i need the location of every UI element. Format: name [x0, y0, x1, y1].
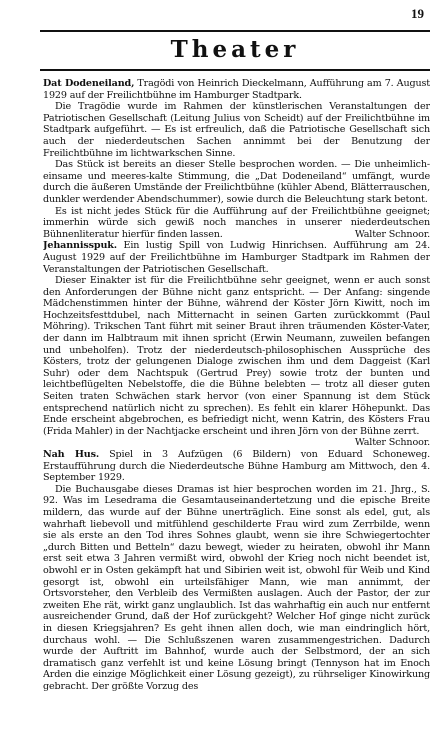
article-paragraph: Die Buchausgabe dieses Dramas ist hier besprochen worden im 21. Jhrg., S. 92. Was im Lesedrama die Gesamtauseinandertetzung und die epische Breite mildern, das wurde auf der Bühne unerträglich. Eine sonst als edel, gut, als wahrhaft liebevoll und mitfühlend geschilderte Frau wird zum Zerrbilde, wenn sie als erste an den Tod ihres Sohnes glaubt, wenn sie ihre Schwiegertochter „durch Bitten und Betteln“ dazu bewegt, wieder zu heiraten, obwohl ihr Mann erst seit etwa 3 Jahren vermißt wird, obwohl der Krieg noch nicht beendet ist, obwohl er in Osten gekämpft hat und Sibirien weit ist, obwohl für Weib und Kind gesorgt ist, obwohl ein urteilsfähiger Mann, wie man annimmt, der Ortsvorsteher, den Verbleib des Vermißten auslagen. Auch der Pastor, der zur zweiten Ehe rät, wirkt ganz unglaublich. Ist das wahrhaftig ein auch nur entfernt ausreichender Grund, daß der Hof zurückgeht? Welcher Hof ginge nicht zurück in diesen Kriegsjahren? Es geht ihnen allen doch, wie man eindringlich hört, durchaus wohl. — Die Schlußszenen waren zusammengestrichen. Dadurch wurde der Auftritt im Bahnhof, wurde auch der Selbstmord, der an sich dramatisch ganz verfehlt ist und keine Lösung bringt (Tennyson hat im Enoch Arden die einzige Möglichkeit einer Lösung gezeigt), zu rührseliger Kinowirkung gebracht. Der größte Vorzug des [43, 483, 430, 692]
article-paragraph: Die Tragödie wurde im Rahmen der künstlerischen Veranstaltungen der Patriotischen Gesellschaft (Leitung Julius von Scheidt) auf der Freilichtbühne im Stadtpark aufgeführt. — Es ist erfreulich, daß die Patriotische Gesellschaft sich auch der niederdeutschen Sachen annimmt bei der Benutzung der Freilichtbühne im lichtwarkschen Sinne. [43, 101, 430, 159]
article-intro [43, 449, 430, 484]
article-intro [43, 78, 430, 101]
article-signature: Walter Schnoor. [354, 437, 430, 449]
header-rule-bottom [40, 69, 430, 71]
article-subtitle: Spiel in 3 Aufzügen (6 Bildern) von Eduard Schoneweg. Erstaufführung durch die Niederdeutsche Bühne Hamburg am Mittwoch, den 4. September 1929. [43, 449, 430, 484]
article-subtitle: Ein lustig Spill von Ludwig Hinrichsen. Aufführung am 24. August 1929 auf der Freilichtbühne im Hamburger Stadtpark im Rahmen der Veranstaltungen der Patriotischen Gesellschaft. [43, 240, 430, 275]
article-paragraph: Dieser Einakter ist für die Freilichtbühne sehr geeignet, wenn er auch sonst den Anforderungen der Bühne nicht ganz entspricht. — Der Anfang: singende Mädchenstimmen hinter der Bühne, während der Köster Jörn Kiwitt, noch im Hochzeitsfesttdubel, nach Mitternacht in seinen Garten zurückkommt (Paul Möhring). Trikschen Tant führt mit seiner Braut ihren träumenden Köster-Vater, der dann im Halbtraum mit ihnen spricht (Erwin Neumann, zuweilen befangen und unbeholfen). Trotz der niederdeutsch-philosophischen Aussprüche des Kösters, trotz der gelungenen Dialoge zwischen ihm und dem Daggeist (Karl Suhr) oder dem Nachtspuk (Gertrud Prey) sowie trotz der bunten und leichtbeflügelten Nebelstoffe, die die Bühne belebten — trotz all dieser guten Seiten traten Schwächen stark hervor (von einer Spannung ist dem Stück entsprechend natürlich nicht zu sprechen). Es fehlt ein klarer Höhepunkt. Das Ende erscheint abgebrochen, es befriedigt nicht, wenn Katrin, des Kösters Frau (Frida Mahler) in der Nachtjacke erscheint und ihren Jörn von der Bühne zerrt. [43, 275, 430, 437]
section-title: Theater [170, 36, 300, 63]
article-heading: Dat Dodeneiland, [43, 78, 135, 89]
article-subtitle: Tragödi von Heinrich Dieckelmann, Aufführung am 7. August 1929 auf der Freilichtbühne im Hamburger Stadtpark. [43, 78, 430, 101]
article-paragraph: Das Stück ist bereits an dieser Stelle besprochen worden. — Die unheimlich-einsame und meeres-kalte Stimmung, die „Dat Dodeneiland“ umfängt, wurde durch die äußeren Umstände der Freilichtbühne (kühler Abend, Blätterrauschen, dunkler werdender Abendschummer), sowie durch die Beleuchtung stark betont. [43, 159, 430, 205]
article-paragraph [43, 206, 430, 241]
article-heading: Nah Hus. [43, 449, 100, 460]
article-paragraph-text: Es ist nicht jedes Stück für die Aufführung auf der Freilichtbühne geeignet; immerhin würde sich gewiß noch manches in unserer niederdeutschen Bühnenliteratur hierfür finden lassen. [43, 205, 430, 240]
text-column [43, 78, 430, 749]
article-heading: Jehannisspuk. [43, 240, 117, 252]
header-rule-top [40, 30, 430, 32]
page-number: 19 [411, 6, 424, 21]
article-signature: Walter Schnoor. [354, 228, 430, 240]
article-intro [43, 240, 430, 275]
